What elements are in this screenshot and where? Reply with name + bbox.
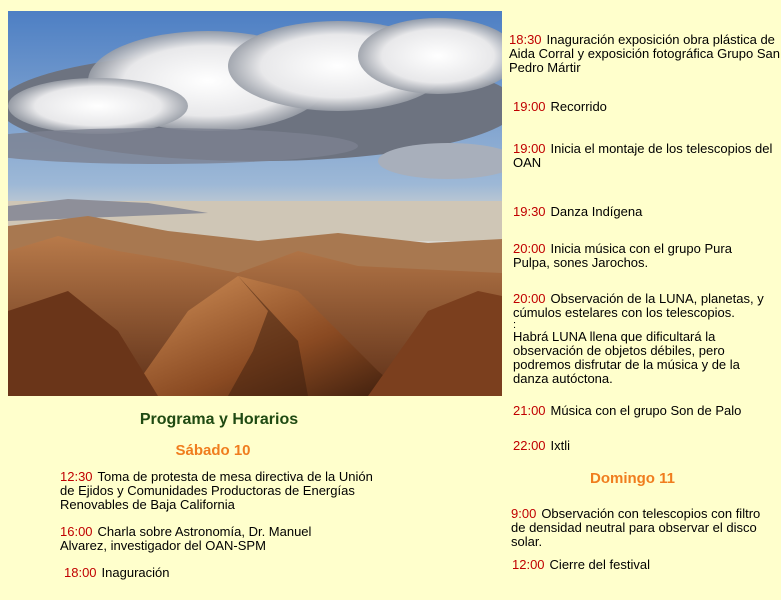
list-item: [513, 439, 773, 453]
event-time: 20:00: [513, 291, 546, 306]
event-time: 16:00: [60, 524, 93, 539]
event-text: Cierre del festival: [549, 557, 650, 572]
event-text: Música con el grupo Son de Palo: [550, 403, 742, 418]
list-item: [60, 525, 350, 553]
event-time: 19:00: [513, 99, 546, 114]
list-item: [513, 292, 781, 386]
event-time: 19:00: [513, 141, 546, 156]
list-item: [513, 205, 773, 219]
note-mark: :: [513, 319, 517, 331]
event-time: 18:00: [64, 565, 97, 580]
event-time: 12:30: [60, 469, 93, 484]
list-item: [60, 470, 390, 512]
event-time: 9:00: [511, 506, 537, 521]
list-item: [513, 404, 773, 418]
event-text: Inicia música con el grupo Pura Pulpa, sones Jarochos.: [513, 241, 732, 270]
event-text: Inaguración exposición obra plástica de Aida Corral y exposición fotográfica Grupo San Pedro Mártir: [509, 32, 780, 75]
event-time: 20:00: [513, 241, 546, 256]
event-text: Danza Indígena: [550, 204, 643, 219]
event-text: Observación con telescopios con filtro de densidad neutral para observar el disco solar.: [511, 506, 761, 549]
event-time: 19:30: [513, 204, 546, 219]
event-text: Inaguración: [101, 565, 170, 580]
event-note: Habrá LUNA llena que dificultará la observación de objetos débiles, pero podremos disfrutar de la música y de la danza autóctona.: [513, 329, 740, 386]
list-item: [511, 507, 766, 549]
event-time: 18:30: [509, 32, 542, 47]
day-heading-sunday: Domingo 11: [589, 470, 675, 487]
page-title: Programa y Horarios: [139, 411, 299, 428]
event-text: Recorrido: [550, 99, 607, 114]
event-text: Observación de la LUNA, planetas, y cúmulos estelares con los telescopios.: [513, 291, 764, 320]
event-time: 22:00: [513, 438, 546, 453]
day-heading-saturday: Sábado 10: [175, 442, 251, 459]
event-text: Ixtli: [550, 438, 571, 453]
list-item: [509, 33, 781, 75]
list-item: [64, 566, 364, 580]
event-time: 12:00: [512, 557, 545, 572]
event-text: Toma de protesta de mesa directiva de la Unión de Ejidos y Comunidades Productoras de Energías Renovables de Baja California: [60, 469, 373, 512]
event-text: Inicia el montaje de los telescopios del OAN: [513, 141, 773, 170]
event-time: 21:00: [513, 403, 546, 418]
desert-mountains-photo: [8, 11, 502, 396]
list-item: [513, 142, 781, 170]
list-item: [512, 558, 767, 572]
list-item: [513, 242, 758, 270]
list-item: [513, 100, 773, 114]
event-text: Charla sobre Astronomía, Dr. Manuel Alvarez, investigador del OAN-SPM: [60, 524, 312, 553]
